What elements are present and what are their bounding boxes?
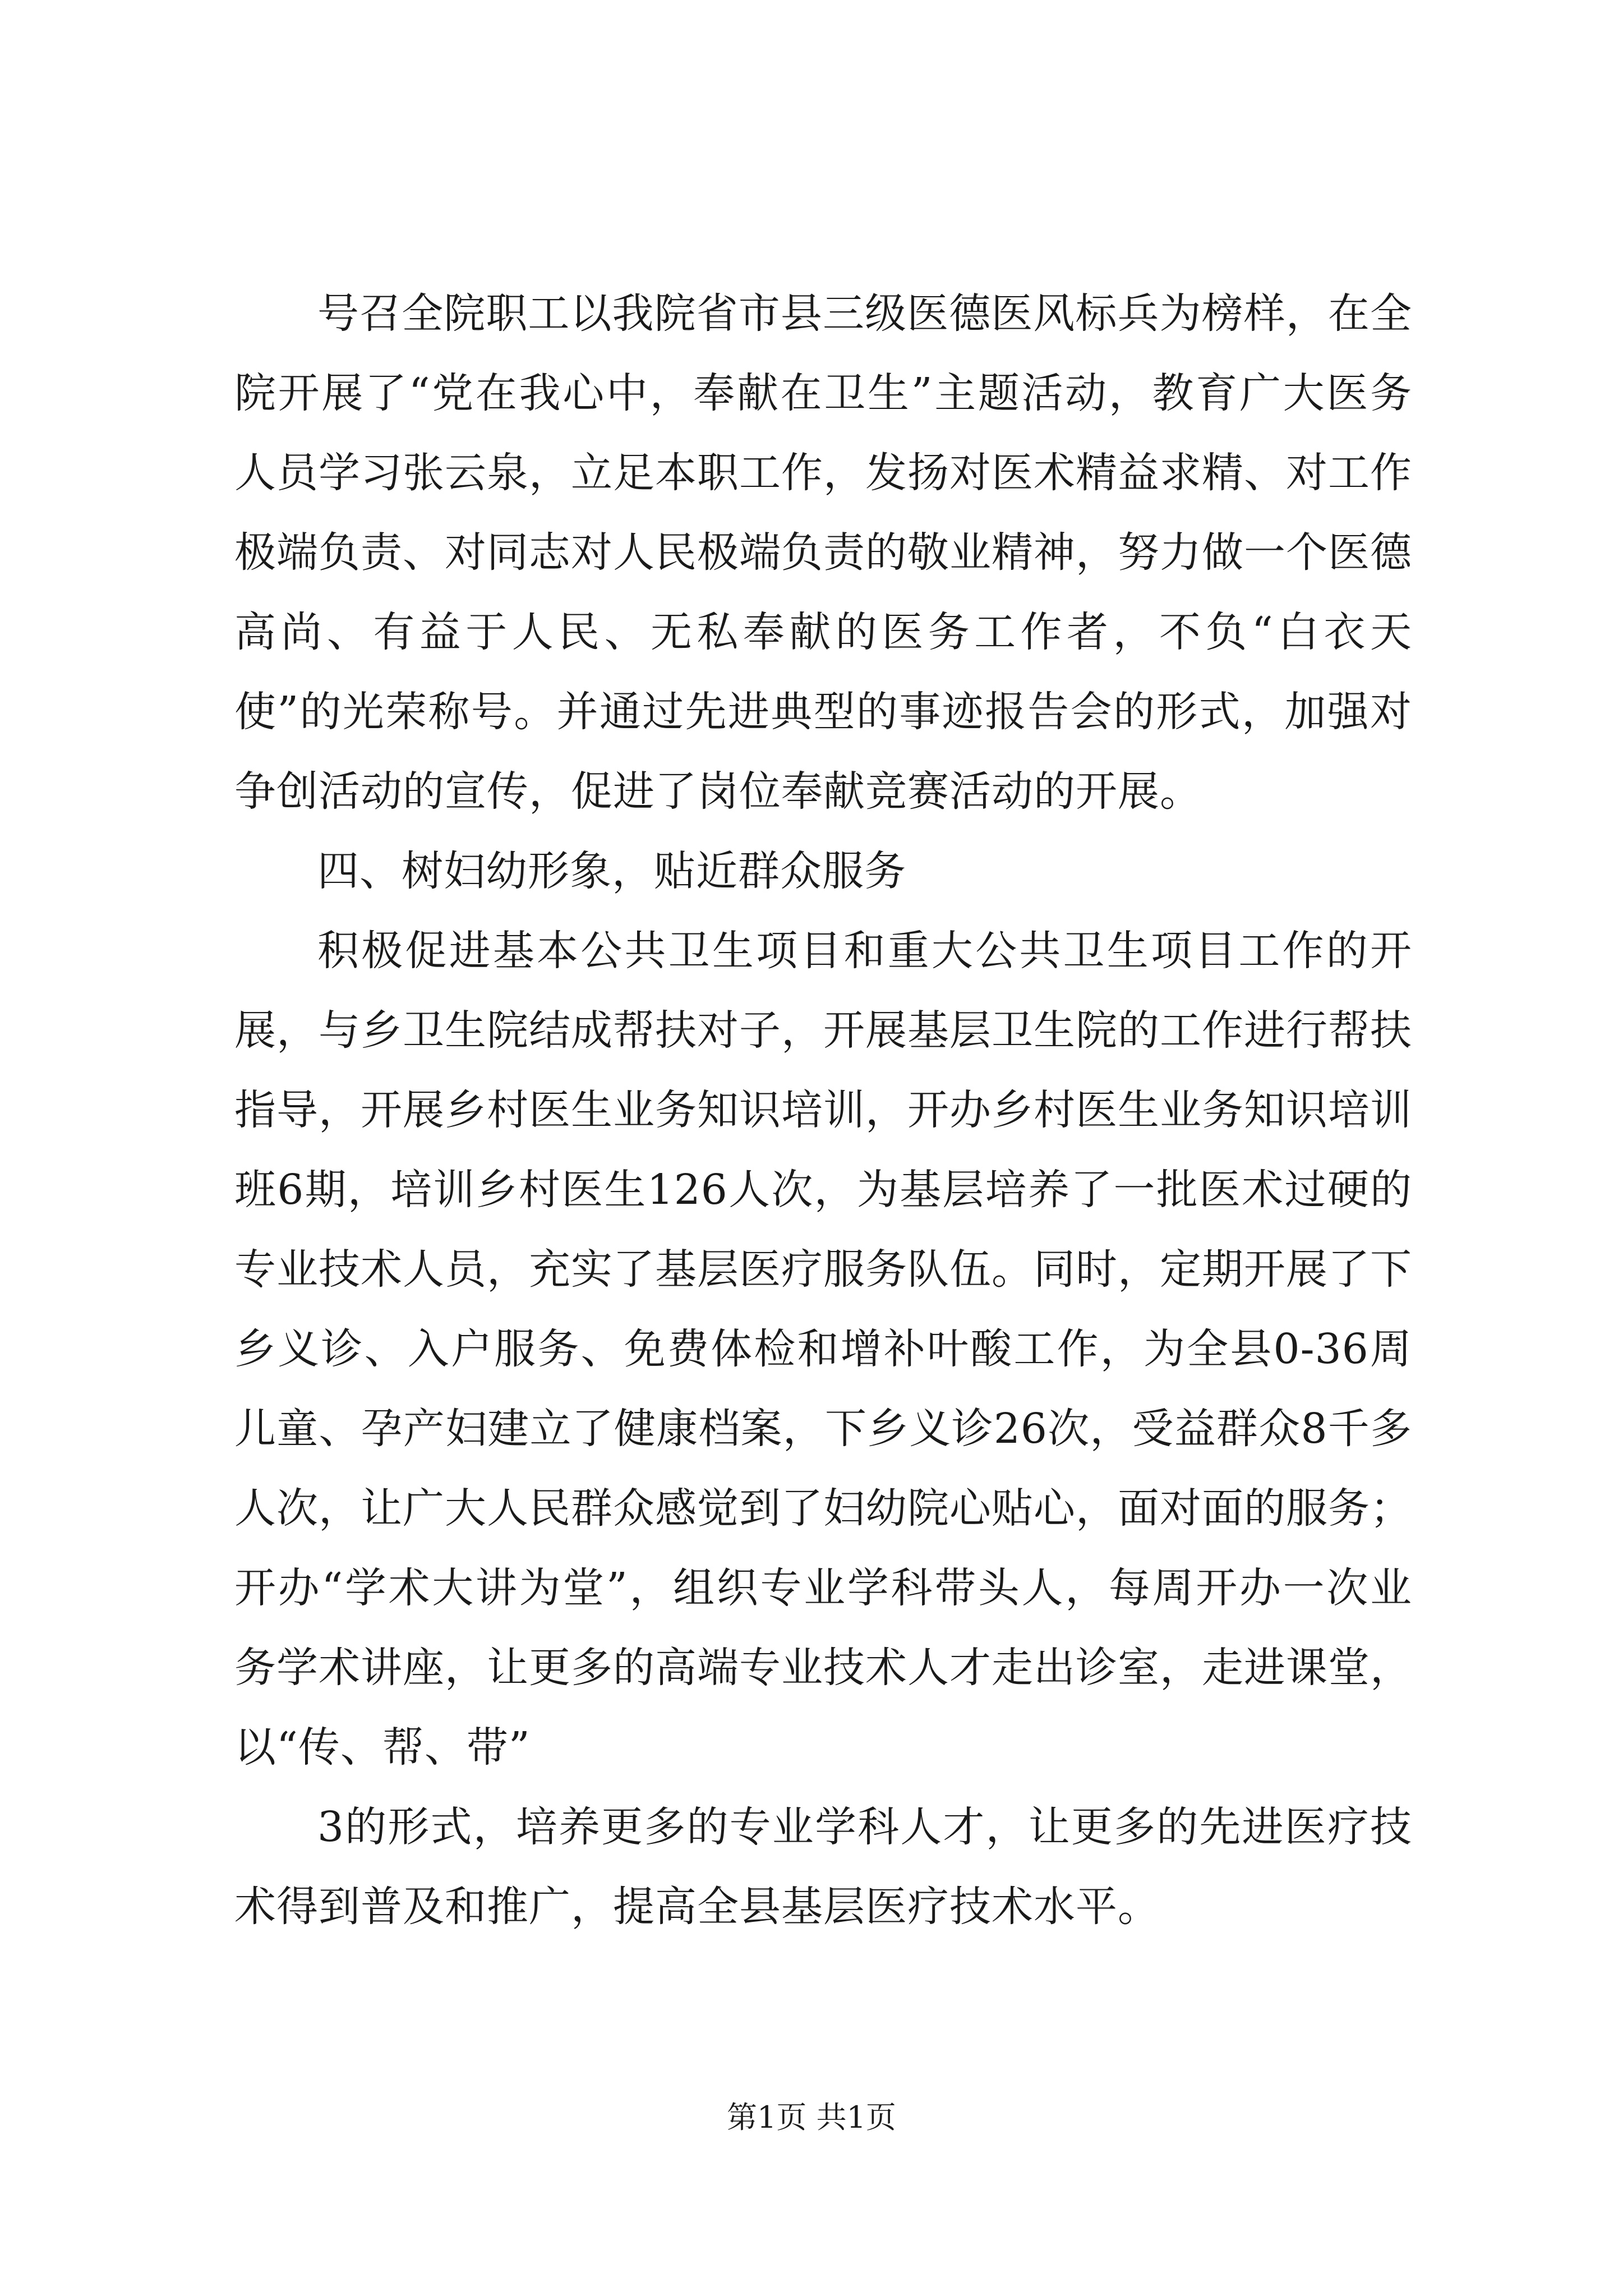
section-heading-four: 四、树妇幼形象，贴近群众服务 <box>317 847 906 895</box>
document-body <box>234 274 1412 1947</box>
paragraph-talent-training: 3的形式，培养更多的专业学科人才，让更多的先进医疗技术得到普及和推广，提高全县基层医疗技术水平。 <box>234 1803 1412 1931</box>
paragraph-grassroots-service: 积极促进基本公共卫生项目和重大公共卫生项目工作的开展，与乡卫生院结成帮扶对子，开展基层卫生院的工作进行帮扶指导，开展乡村医生业务知识培训，开办乡村医生业务知识培训班6期，培训乡村医生126人次，为基层培养了一批医术过硬的专业技术人员，充实了基层医疗服务队伍。同时，定期开展了下乡义诊、入户服务、免费体检和增补叶酸工作，为全县0-36周儿童、孕产妇建立了健康档案，下乡义诊26次，受益群众8千多人次，让广大人民群众感觉到了妇幼院心贴心，面对面的服务；开办“学术大讲为堂”，组织专业学科带头人，每周开办一次业务学术讲座，让更多的高端专业技术人才走出诊室，走进课堂，以“传、帮、带” <box>234 927 1412 1772</box>
paragraph-activity: 号召全院职工以我院省市县三级医德医风标兵为榜样，在全院开展了“党在我心中，奉献在卫生”主题活动，教育广大医务人员学习张云泉，立足本职工作，发扬对医术精益求精、对工作极端负责、对同志对人民极端负责的敬业精神，努力做一个医德高尚、有益于人民、无私奉献的医务工作者，不负“白衣天使”的光荣称号。并通过先进典型的事迹报告会的形式，加强对争创活动的宣传，促进了岗位奉献竞赛活动的开展。 <box>234 289 1412 816</box>
page-number-footer: 第1页 共1页 <box>727 2100 896 2135</box>
